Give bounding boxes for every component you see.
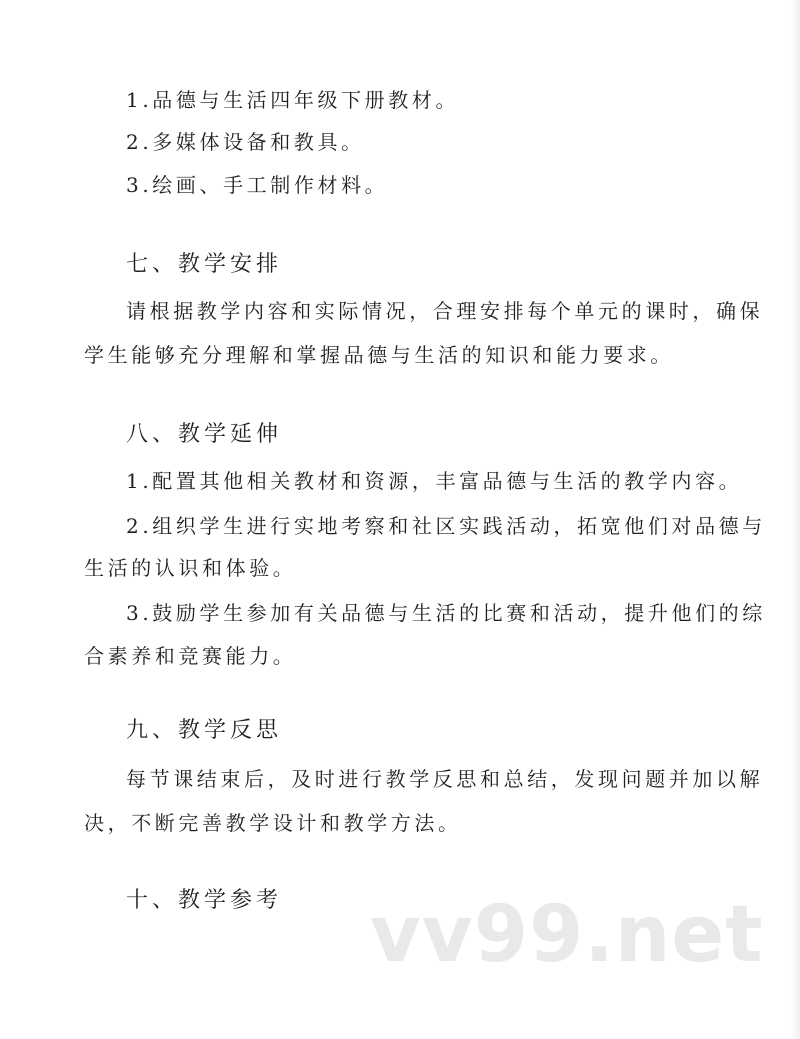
section-heading-extension: 八、教学延伸 bbox=[126, 422, 283, 447]
reflection-paragraph-line-1: 每节课结束后，及时进行教学反思和总结，发现问题并加以解 bbox=[126, 767, 764, 791]
section-heading-arrangement: 七、教学安排 bbox=[126, 252, 283, 277]
section-heading-reference: 十、教学参考 bbox=[126, 888, 283, 913]
arrangement-paragraph-line-1: 请根据教学内容和实际情况，合理安排每个单元的课时，确保 bbox=[126, 299, 764, 323]
extension-item-3-line-2: 合素养和竞赛能力。 bbox=[84, 644, 297, 668]
section-heading-reflection: 九、教学反思 bbox=[126, 718, 283, 743]
extension-item-3-line-1: 3.鼓励学生参加有关品德与生活的比赛和活动，提升他们的综 bbox=[126, 601, 766, 625]
materials-item-3: 3.绘画、手工制作材料。 bbox=[126, 173, 389, 197]
site-watermark: vv99.net bbox=[370, 890, 764, 980]
extension-item-2-line-2: 生活的认识和体验。 bbox=[84, 556, 297, 580]
reflection-paragraph-line-2: 决，不断完善教学设计和教学方法。 bbox=[84, 811, 462, 835]
materials-item-1: 1.品德与生活四年级下册教材。 bbox=[126, 88, 460, 112]
materials-item-2: 2.多媒体设备和教具。 bbox=[126, 130, 365, 154]
extension-item-2-line-1: 2.组织学生进行实地考察和社区实践活动，拓宽他们对品德与 bbox=[126, 514, 766, 538]
extension-item-1: 1.配置其他相关教材和资源，丰富品德与生活的教学内容。 bbox=[126, 469, 743, 493]
arrangement-paragraph-line-2: 学生能够充分理解和掌握品德与生活的知识和能力要求。 bbox=[84, 343, 674, 367]
page-edge-shadow bbox=[790, 0, 800, 1039]
